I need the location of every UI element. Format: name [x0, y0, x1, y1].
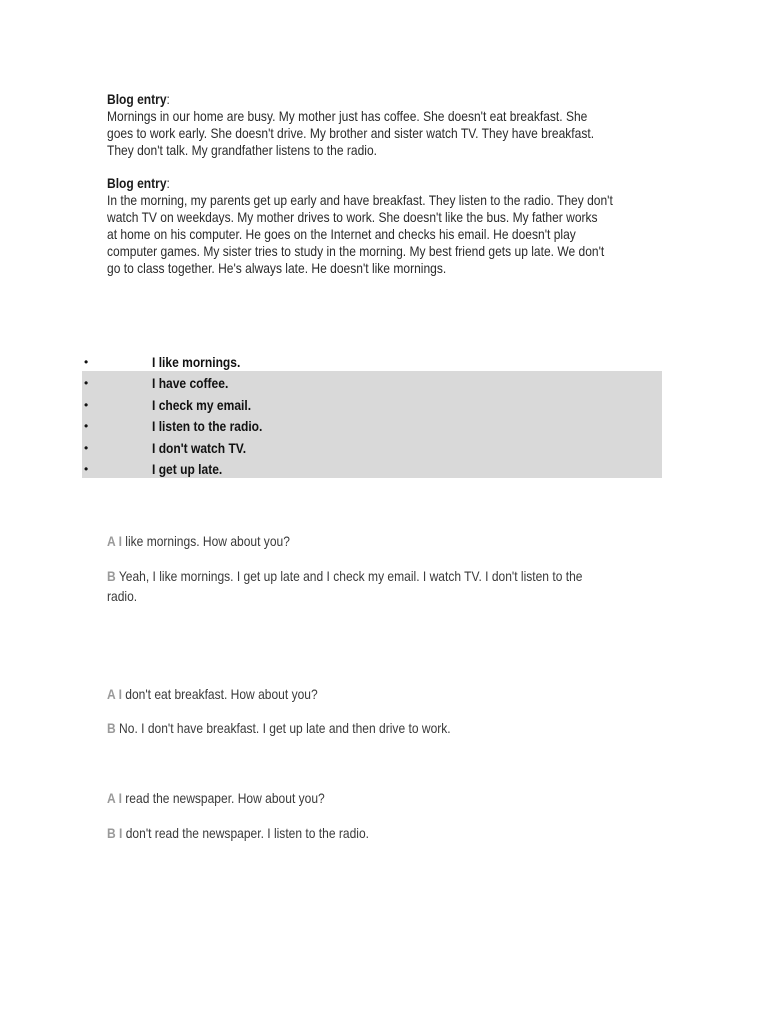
blog-entry-colon: : — [166, 91, 170, 107]
blog-entry-line: go to class together. He's always late. He doesn't like mornings. — [107, 260, 447, 276]
conversation-2-line-a — [107, 684, 352, 704]
blog-entry-line: computer games. My sister tries to study in the morning. My best friend gets up late. We don't — [107, 243, 605, 259]
conversation-2-line-b — [107, 718, 507, 738]
list-item — [82, 352, 662, 373]
blog-entry-line: goes to work early. She doesn't drive. My brother and sister watch TV. They have breakfast. — [107, 125, 595, 141]
list-item — [82, 416, 662, 437]
speaker-b-label: B — [107, 720, 116, 736]
conversation-1-line-b — [107, 566, 660, 586]
conversation-3-line-b — [107, 823, 412, 843]
speaker-a-label: A I — [107, 686, 122, 702]
speaker-a-label: A I — [107, 533, 122, 549]
bullet-icon: • — [84, 440, 89, 455]
blog-entry-heading: Blog entry — [107, 91, 167, 107]
statement-list — [82, 352, 662, 480]
statement-text: I listen to the radio. — [152, 418, 263, 435]
conversation-3-line-a — [107, 788, 360, 808]
dialogue-text: don't eat breakfast. How about you? — [121, 686, 318, 702]
speaker-a-label: A I — [107, 790, 122, 806]
blog-entry-line: Mornings in our home are busy. My mother just has coffee. She doesn't eat breakfast. She — [107, 108, 588, 124]
blog-entry-1 — [107, 91, 727, 159]
statement-text: I don't watch TV. — [152, 439, 247, 456]
list-item — [82, 395, 662, 416]
dialogue-text: Yeah, I like mornings. I get up late and I check my email. I watch TV. I don't listen to the — [115, 568, 583, 584]
bullet-icon: • — [84, 461, 89, 476]
conversation-1-line-b-cont — [107, 586, 142, 606]
speaker-b-label: B I — [107, 825, 123, 841]
dialogue-text: like mornings. How about you? — [121, 533, 290, 549]
speaker-b-label: B — [107, 568, 116, 584]
blog-entry-heading: Blog entry — [107, 175, 167, 191]
statement-text: I get up late. — [152, 460, 223, 477]
list-item — [82, 438, 662, 459]
list-item — [82, 373, 662, 394]
list-item — [82, 459, 662, 480]
dialogue-text: read the newspaper. How about you? — [121, 790, 325, 806]
blog-entry-colon: : — [166, 175, 170, 191]
dialogue-text: don't read the newspaper. I listen to the radio. — [122, 825, 369, 841]
bullet-icon: • — [84, 419, 89, 434]
statement-text: I like mornings. — [152, 354, 241, 370]
blog-entry-line: watch TV on weekdays. My mother drives to work. She doesn't like the bus. My father works — [107, 209, 598, 225]
blog-entry-line: at home on his computer. He goes on the Internet and checks his email. He doesn't play — [107, 226, 576, 242]
blog-entry-2 — [107, 175, 727, 277]
statement-text: I check my email. — [152, 396, 252, 413]
blog-entry-line: They don't talk. My grandfather listens to the radio. — [107, 142, 377, 158]
bullet-icon: • — [84, 355, 89, 369]
conversation-1-line-a — [107, 531, 320, 551]
blog-entry-line: In the morning, my parents get up early and have breakfast. They listen to the radio. They don't — [107, 192, 613, 208]
bullet-icon: • — [84, 397, 89, 412]
dialogue-text: radio. — [107, 588, 138, 604]
bullet-icon: • — [84, 376, 89, 391]
dialogue-text: No. I don't have breakfast. I get up late and then drive to work. — [115, 720, 451, 736]
statement-text: I have coffee. — [152, 375, 229, 392]
